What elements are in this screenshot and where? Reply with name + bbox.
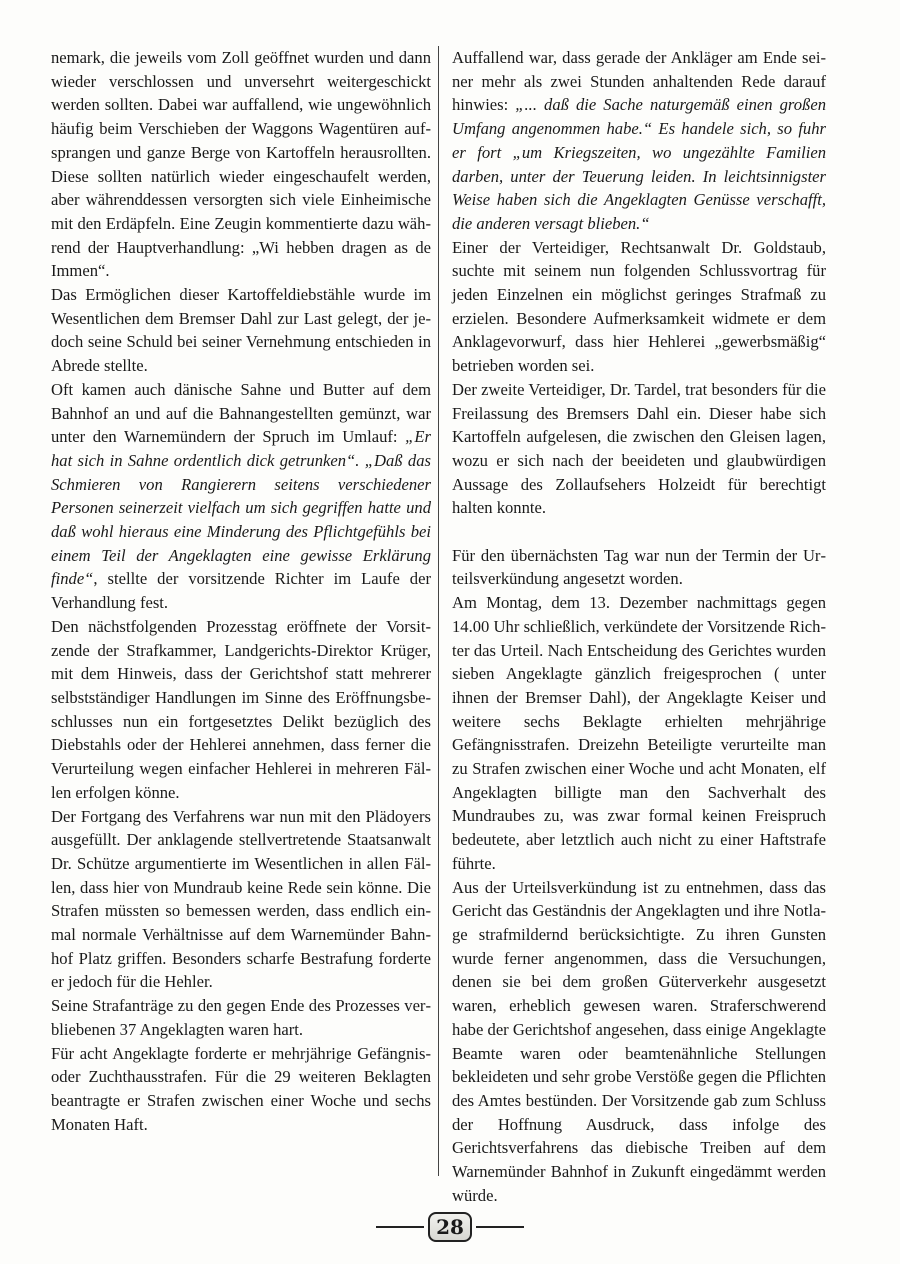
footer-rule-left bbox=[376, 1226, 424, 1228]
text-run: Auffallend war, dass gerade der Ankläger am Ende seiner mehr als zwei Stunden anhaltenden Rede darauf hinwies: bbox=[452, 48, 826, 115]
text-run: , stellte der vorsitzende Richter im Laufe der Verhandlung fest. bbox=[51, 569, 431, 613]
text-run: Seine Strafanträge zu den gegen Ende des Prozesses verbliebenen 37 Angeklagten waren hart. bbox=[51, 996, 431, 1039]
page-footer bbox=[0, 1212, 900, 1242]
paragraph bbox=[51, 994, 431, 1041]
paragraph bbox=[452, 46, 826, 236]
text-run: Den nächstfolgenden Prozesstag eröffnete der Vorsitzende der Strafkammer, Landgerichts-Direktor Krüger, mit dem Hinweis, dass der Gerichtshof statt mehrerer selbstständiger Handlungen im Sinne des Eröffnungsbeschlusses nun ein fortgesetztes Delikt bezüglich des Diebstahls oder der Hehlerei annehmen, dass ferner die Verurteilung wegen einfacher Hehlerei in mehreren Fällen erfolgen könne. bbox=[51, 616, 431, 802]
paragraph bbox=[51, 283, 431, 378]
paragraph bbox=[452, 591, 826, 875]
text-run: Das Ermöglichen dieser Kartoffeldiebstähle wurde im Wesentlichen dem Bremser Dahl zur Last gelegt, der jedoch seine Schuld bei seiner Vernehmung entschieden in Abrede stellte. bbox=[51, 285, 431, 376]
paragraph bbox=[452, 236, 826, 378]
paragraph bbox=[51, 805, 431, 995]
paragraph bbox=[51, 1042, 431, 1137]
paragraph bbox=[452, 544, 826, 591]
italic-quote: „Er hat sich in Sahne ordentlich dick getrunken“. „Daß das Schmieren von Rangierern seitens verschiedener Personen seinerzeit vielfach um sich gegriffen hatte und daß wohl hieraus eine Minderung des Pflichtgefühls bei einem Teil der Angeklagten eine gewisse Erklärung finde“ bbox=[51, 427, 431, 589]
right-column bbox=[452, 46, 826, 1207]
paragraph bbox=[452, 378, 826, 520]
text-run: Der zweite Verteidiger, Dr. Tardel, trat besonders für die Freilassung des Bremsers Dahl ein. Dieser habe sich Kartoffeln aufgelesen, die zwischen den Gleisen lagen, wozu er sich nach der beeideten und glaubwürdigen Aussage des Zollaufsehers Holzeidt für berechtigt halten konnte. bbox=[452, 379, 826, 518]
column-divider bbox=[438, 46, 439, 1176]
italic-quote: „... daß die Sache naturgemäß einen großen Umfang angenommen habe.“ Es handele sich, so fuhr er fort „um Kriegszeiten, wo ungezählte Familien darben, unter der Teuerung leiden. In leichtsinnigster Weise haben sich die Angeklagten Genüsse verschafft, die anderen versagt blieben.“ bbox=[452, 95, 826, 233]
paragraph bbox=[452, 876, 826, 1208]
paragraph bbox=[51, 46, 431, 283]
left-column bbox=[51, 46, 431, 1136]
text-run: Für acht Angeklagte forderte er mehrjährige Gefängnis- oder Zuchthausstrafen. Für die 29 weiteren Beklagten beantragte er Strafen zwischen einer Woche und sechs Monaten Haft. bbox=[51, 1043, 431, 1134]
text-run: Für den übernächsten Tag war nun der Termin der Urteilsverkündung angesetzt worden. bbox=[452, 545, 826, 589]
text-run: Am Montag, dem 13. Dezember nachmittags gegen 14.00 Uhr schließlich, verkündete der Vorsitzende Richter das Urteil. Nach Entscheidung des Gerichtes wurden sieben Angeklagte gänzlich freigesprochen ( unter ihnen der Bremser Dahl), der Angeklagte Keiser und weitere sechs Beklagte erhielten mehrjährige Gefängnisstrafen. Dreizehn Beteiligte verurteilte man zu Strafen zwischen einer Woche und acht Monaten, elf Angeklagten billigte man den Sachverhalt des Mundraubes zu, was zwar formal keinen Freispruch bedeutete, aber letztlich auch nicht zu einer Haftstrafe führte. bbox=[452, 593, 826, 873]
page-number: 28 bbox=[428, 1212, 472, 1242]
text-run: Oft kamen auch dänische Sahne und Butter auf dem Bahnhof an und auf die Bahnangestellten gemünzt, war unter den Warnemündern der Spruch im Umlauf: bbox=[51, 379, 431, 447]
text-run: nemark, die jeweils vom Zoll geöffnet wurden und dann wieder verschlossen und unversehrt weitergeschickt werden sollten. Dabei war auffallend, wie ungewöhnlich häufig beim Verschieben der Waggons Wagentüren aufsprangen und ganze Berge von Kartoffeln herausrollten. Diese sollten natürlich wieder eingeschaufelt werden, aber währenddessen versorgten sich viele Einheimische mit den Erdäpfeln. Eine Zeugin kommentierte dazu während der Hauptverhandlung: „Wi hebben dragen as de Immen“. bbox=[51, 48, 431, 281]
text-run: Aus der Urteilsverkündung ist zu entnehmen, dass das Gericht das Geständnis der Angeklagten und ihre Notlage strafmildernd berücksichtigte. Zu ihren Gunsten wurde ferner angenommen, dass die Versuchungen, denen sie bei dem großen Güterverkehr ausgesetzt waren, erheblich gewesen waren. Straferschwerend habe der Gerichtshof angesehen, dass einige Angeklagte Beamte waren oder beamtenähnliche Stellungen bekleideten und sehr grobe Verstöße gegen die Pflichten des Amtes bestünden. Der Vorsitzende gab zum Schluss der Hoffnung Ausdruck, dass infolge des Gerichtsverfahrens das diebische Treiben auf dem Warnemünder Bahnhof in Zukunft eingedämmt werden würde. bbox=[452, 877, 826, 1205]
paragraph bbox=[51, 378, 431, 615]
text-run: Einer der Verteidiger, Rechtsanwalt Dr. Goldstaub, suchte mit seinem nun folgenden Schlussvortrag für jeden Einzelnen ein möglichst geringes Strafmaß zu erzielen. Besondere Aufmerksamkeit widmete er dem Anklagevorwurf, dass hier Hehlerei „gewerbsmäßig“ betrieben worden sei. bbox=[452, 237, 826, 376]
paragraph bbox=[51, 615, 431, 805]
text-run: Der Fortgang des Verfahrens war nun mit den Plädoyers ausgefüllt. Der anklagende stellvertretende Staatsanwalt Dr. Schütze argumentierte im Wesentlichen in allen Fällen, dass hier von Mundraub keine Rede sein könne. Die Strafen müssten so bemessen werden, dass endlich einmal normale Verhältnisse auf dem Warnemünder Bahnhof Platz griffen. Besonders scharfe Bestrafung forderte er jedoch für die Hehler. bbox=[51, 806, 431, 992]
footer-rule-right bbox=[476, 1226, 524, 1228]
